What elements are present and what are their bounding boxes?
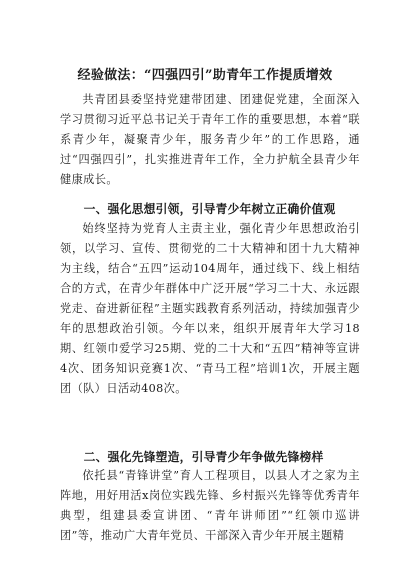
intro-paragraph: 共青团县委坚持党建带团建、团建促党建，全面深入学习贯彻习近平总书记关于青年工作的重要思想，本着“联系青少年，凝聚青少年，服务青少年”的工作思路，通过“四强四引”，扎实推进青年工作，全力护航全县青少年健康成长。 — [60, 93, 360, 186]
document-title: 经验做法：“四强四引”助青年工作提质增效 — [77, 68, 333, 83]
section-heading-2: 二、强化先锋塑造，引导青少年争做先锋榜样 — [83, 450, 324, 464]
section-body-2: 依托县“青锋讲堂”育人工程项目，以县人才之家为主阵地，用好用活x岗位实践先锋、乡村振兴先锋等优秀青年典型，组建县委宣讲团、“青年讲师团”“红领巾巡讲团”等，推动广大青年党员、干部深入青少年开展主题精 — [60, 469, 360, 542]
section-body-1: 始终坚持为党育人主责主业，强化青少年思想政治引领，以学习、宣传、贯彻党的二十大精神和团十九大精神为主线，结合“五四”运动104周年，通过线下、线上相结合的方式，在青少年群体中广泛开展“学习二十大、永远跟党走、奋进新征程”主题实践教育系列活动，持续加强青少年的思想政治引领。今年以来，组织开展青年大学习18期、红领巾爱学习25期、党的二十大和“五四”精神等宣讲4次、团务知识竞赛1次、“青马工程”培训1次，开展主题团（队）日活动408次。 — [60, 222, 360, 395]
section-heading-1: 一、强化思想引领，引导青少年树立正确价值观 — [83, 202, 336, 216]
